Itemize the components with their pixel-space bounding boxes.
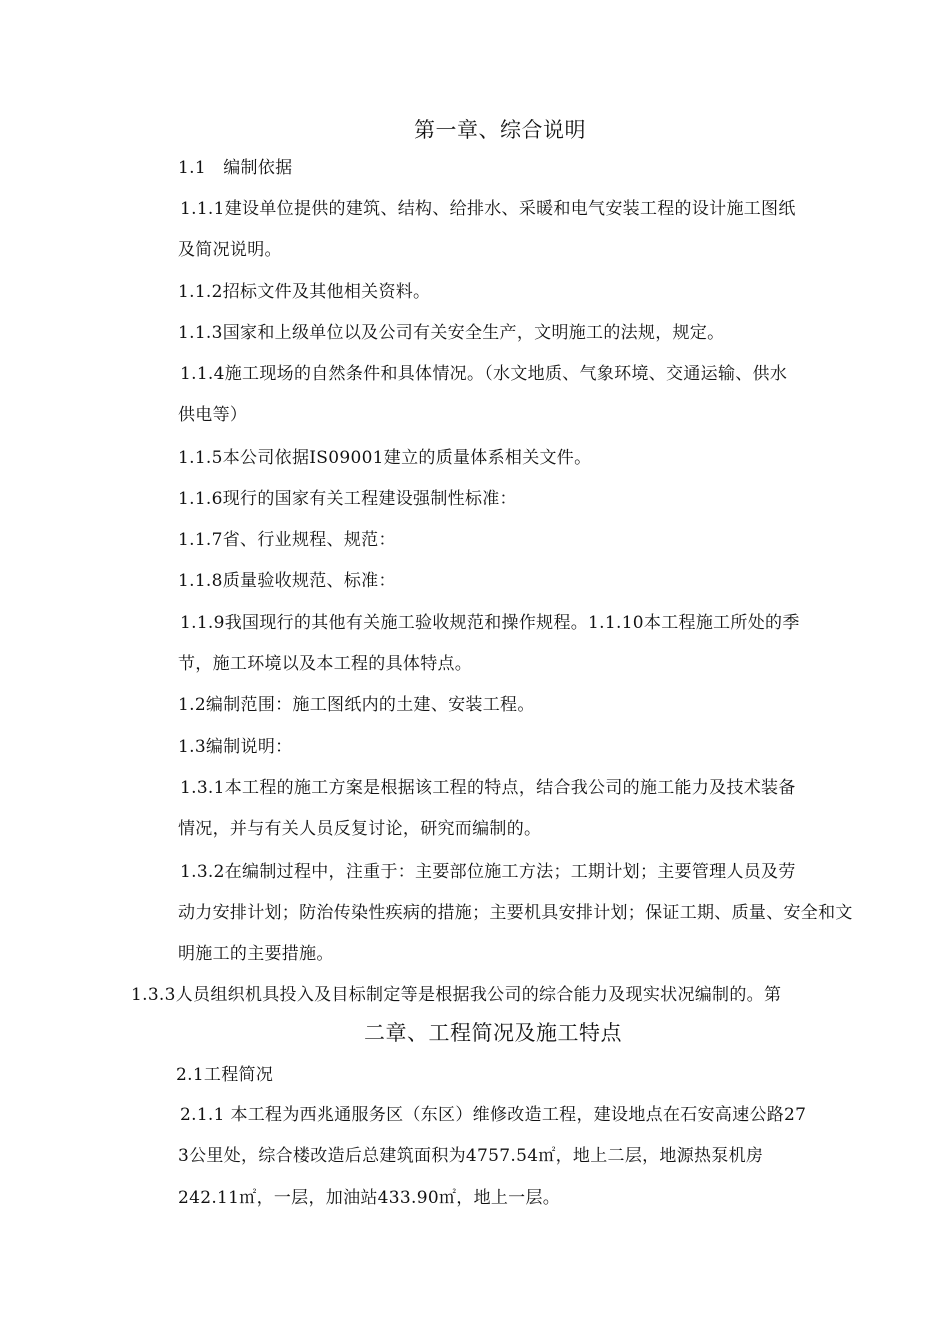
paragraph-1-1-5: 1.1.5本公司依据IS09001建立的质量体系相关文件。 [178, 448, 592, 468]
paragraph-1-1-1-line-1: 1.1.1建设单位提供的建筑、结构、给排水、采暖和电气安装工程的设计施工图纸 [180, 199, 796, 219]
paragraph-1-1-4-line-1: 1.1.4施工现场的自然条件和具体情况。（水文地质、气象环境、交通运输、供水 [180, 364, 788, 384]
paragraph-1-1-3: 1.1.3国家和上级单位以及公司有关安全生产，文明施工的法规，规定。 [178, 323, 725, 343]
paragraph-1-3-1-line-1: 1.3.1本工程的施工方案是根据该工程的特点，结合我公司的施工能力及技术装备 [180, 778, 796, 798]
paragraph-1-1-7: 1.1.7省、行业规程、规范： [178, 530, 396, 550]
paragraph-1-1-8: 1.1.8质量验收规范、标准： [178, 571, 396, 591]
paragraph-1-2: 1.2编制范围：施工图纸内的土建、安装工程。 [178, 695, 535, 715]
paragraph-1-3-2-line-1: 1.3.2在编制过程中，注重于：主要部位施工方法；工期计划；主要管理人员及劳 [180, 862, 796, 882]
paragraph-1-3-3: 1.3.3人员组织机具投入及目标制定等是根据我公司的综合能力及现实状况编制的。第 [131, 985, 782, 1005]
paragraph-1-3-1-line-2: 情况，并与有关人员反复讨论，研究而编制的。 [178, 819, 542, 839]
paragraph-1-1-6: 1.1.6现行的国家有关工程建设强制性标准： [178, 489, 517, 509]
paragraph-1-3-2-line-3: 明施工的主要措施。 [178, 944, 334, 964]
paragraph-2-1-1-line-2: 3公里处，综合楼改造后总建筑面积为4757.54㎡，地上二层，地源热泵机房 [178, 1146, 764, 1166]
section-2-1-heading: 2.1工程简况 [176, 1065, 274, 1085]
paragraph-1-3-2-line-2: 动力安排计划；防治传染性疾病的措施；主要机具安排计划；保证工期、质量、安全和文 [178, 903, 853, 923]
paragraph-1-1-2: 1.1.2招标文件及其他相关资料。 [178, 282, 431, 302]
paragraph-1-3: 1.3编制说明： [178, 737, 293, 757]
chapter-1-title: 第一章、综合说明 [414, 118, 586, 142]
paragraph-1-1-9-line-2: 节，施工环境以及本工程的具体特点。 [178, 654, 473, 674]
paragraph-1-1-1-line-2: 及简况说明。 [178, 240, 282, 260]
paragraph-2-1-1-line-1: 2.1.1 本工程为西兆通服务区（东区）维修改造工程，建设地点在石安高速公路27 [180, 1105, 807, 1125]
paragraph-1-1-4-line-2: 供电等） [178, 405, 248, 425]
section-1-1-heading: 1.1 编制依据 [178, 158, 293, 178]
paragraph-1-1-9-line-1: 1.1.9我国现行的其他有关施工验收规范和操作规程。1.1.10本工程施工所处的季 [180, 613, 800, 633]
paragraph-2-1-1-line-3: 242.11㎡，一层，加油站433.90㎡，地上一层。 [178, 1188, 561, 1208]
chapter-2-title: 二章、工程简况及施工特点 [364, 1021, 622, 1045]
